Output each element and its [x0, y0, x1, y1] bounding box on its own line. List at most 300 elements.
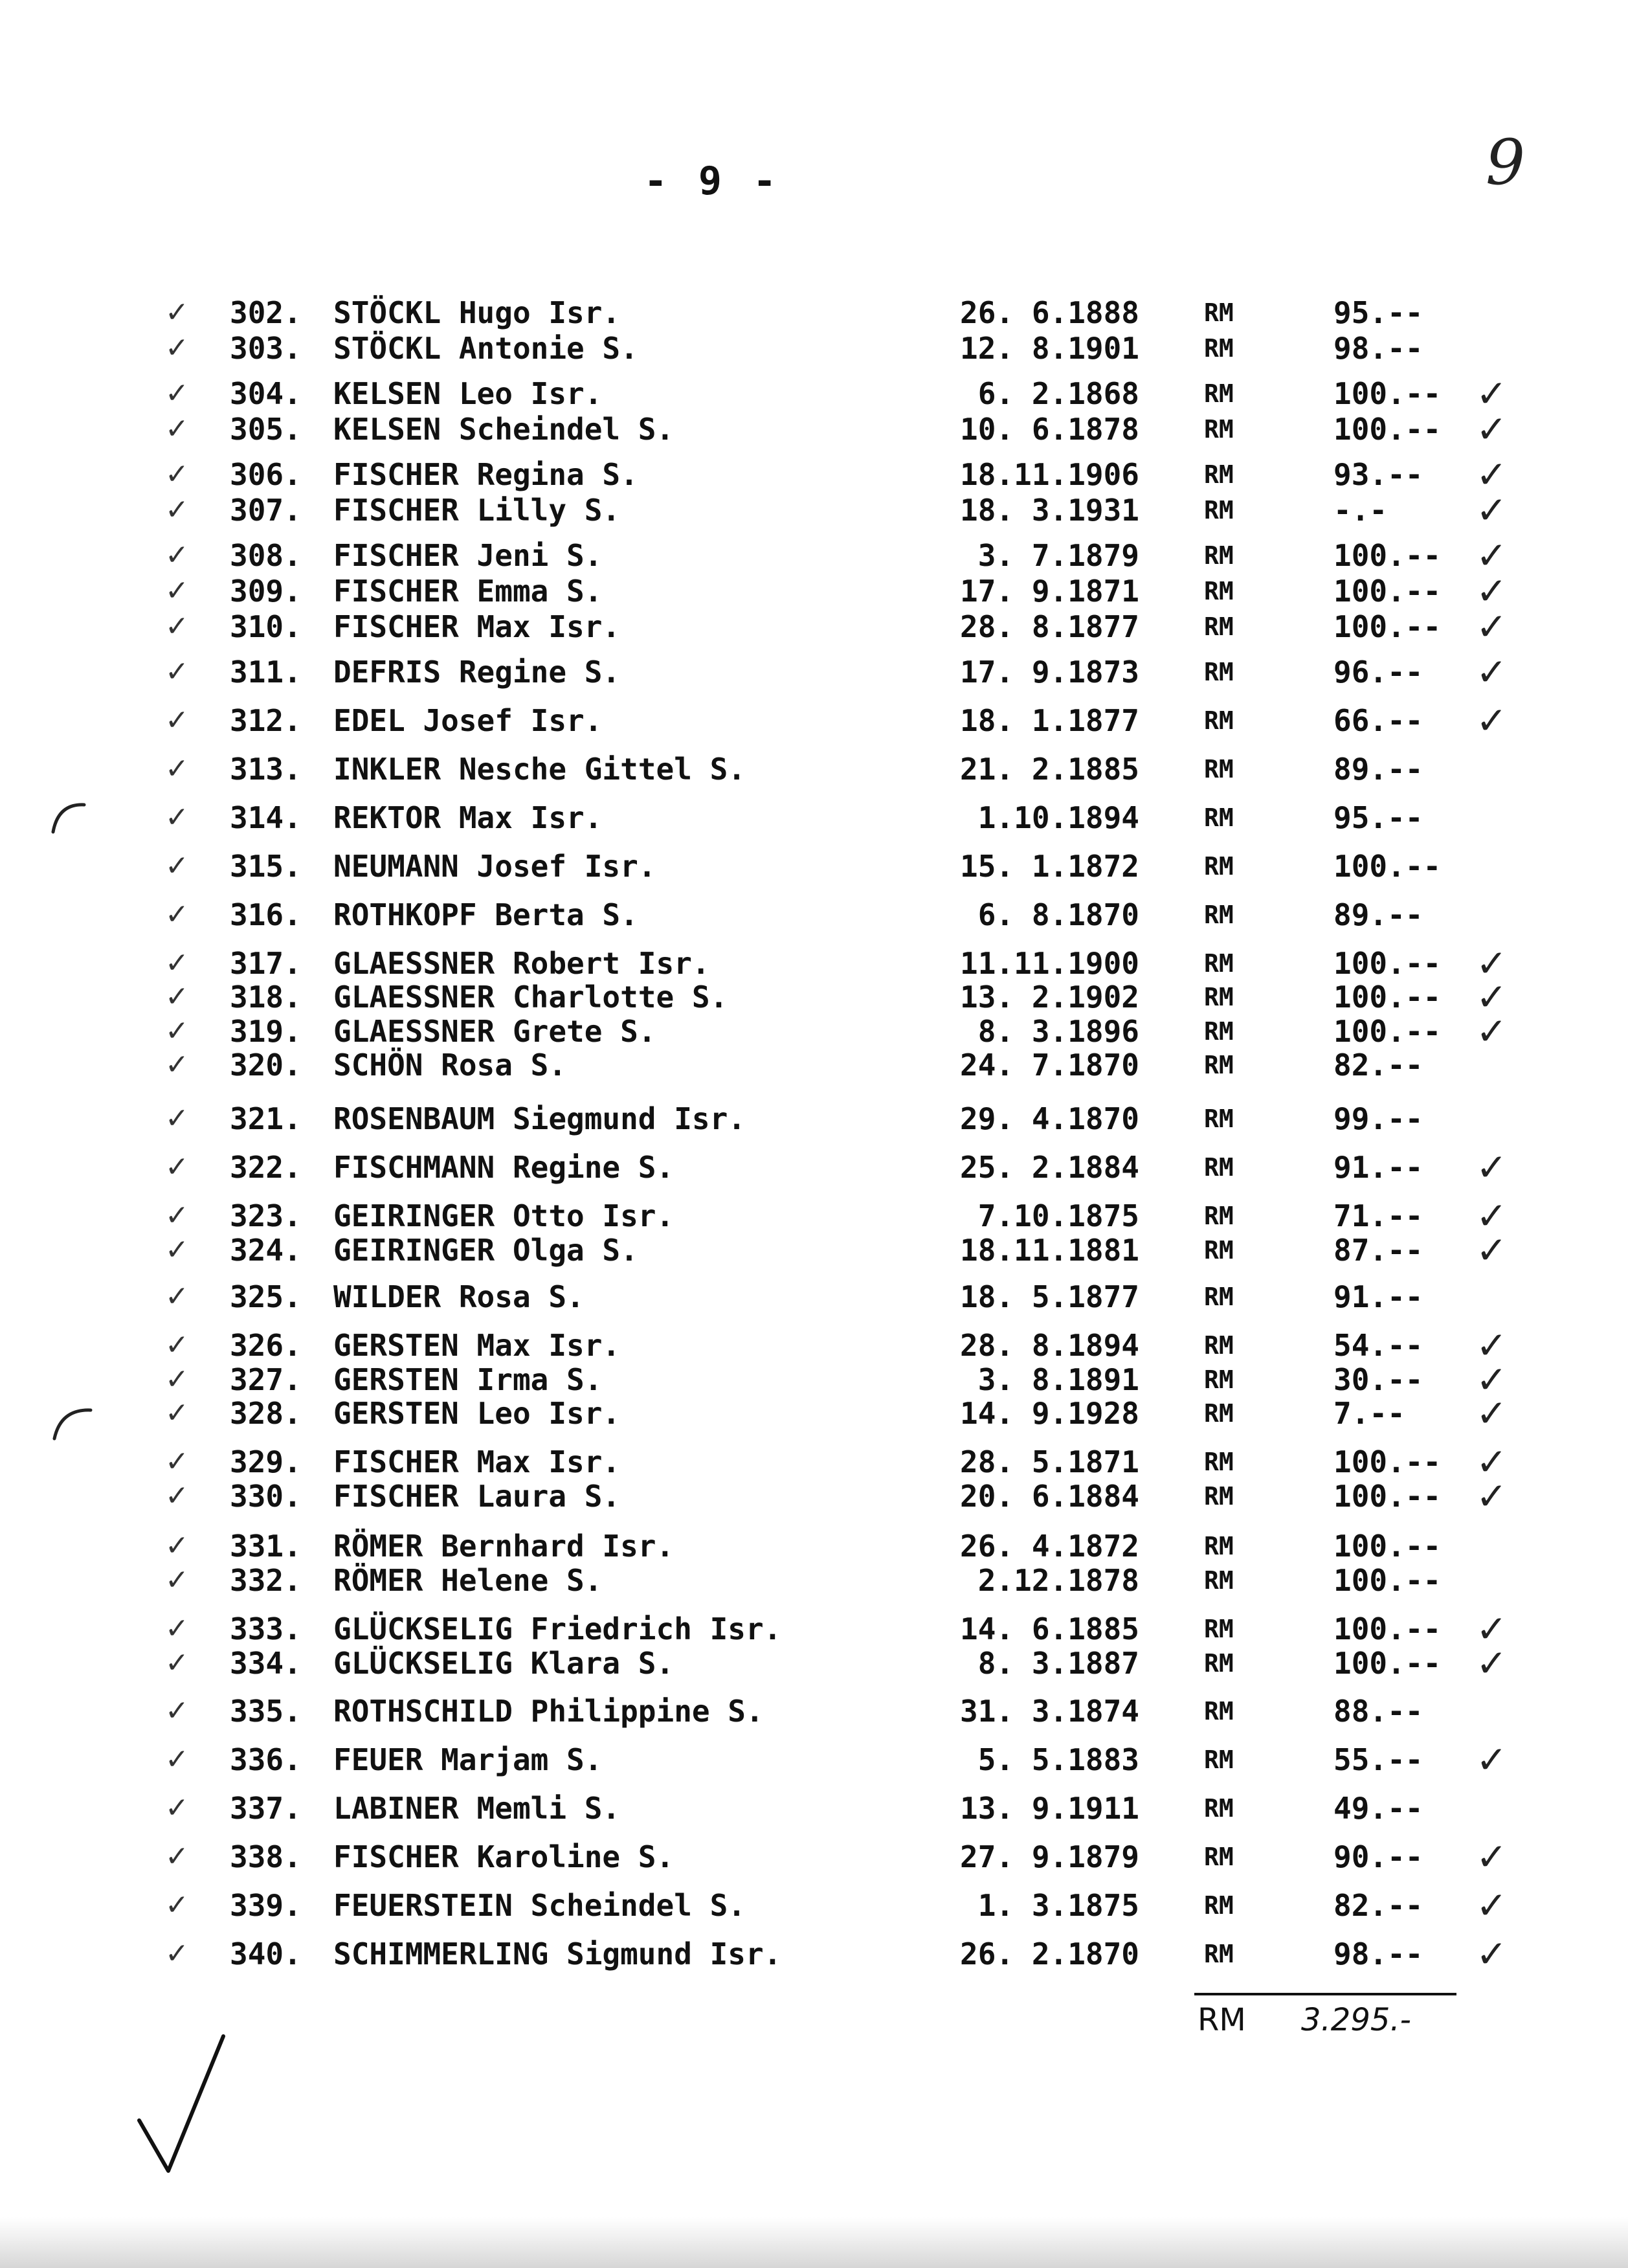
currency: RM — [1204, 1153, 1234, 1182]
amount: 100.-- — [1333, 1563, 1442, 1598]
left-margin-checkmark-icon: ✓ — [165, 412, 189, 445]
amount: 82.-- — [1333, 1888, 1423, 1923]
checkmark-icon: ✓ — [1476, 453, 1508, 497]
checkmark-icon — [1476, 1279, 1534, 1315]
currency: RM — [1204, 852, 1234, 881]
birth-date: 21. 2.1885 — [960, 752, 1139, 787]
list-item — [0, 1932, 1628, 1976]
person-name: REKTOR Max Isr. — [333, 800, 603, 835]
amount: 98.-- — [1333, 331, 1423, 366]
currency: RM — [1204, 577, 1234, 605]
person-name: FISCHER Emma S. — [333, 574, 603, 609]
birth-date: 28. 8.1894 — [960, 1328, 1139, 1363]
amount: 71.-- — [1333, 1198, 1423, 1233]
left-margin-checkmark-icon: ✓ — [165, 1445, 189, 1478]
list-item — [0, 1440, 1628, 1484]
left-margin-checkmark-icon: ✓ — [165, 458, 189, 491]
birth-date: 6. 8.1870 — [977, 897, 1139, 932]
checkmark-icon: ✓ — [1476, 1835, 1508, 1879]
entry-number: 324. — [230, 1233, 302, 1268]
list-item — [0, 1009, 1628, 1053]
amount: 82.-- — [1333, 1048, 1423, 1083]
amount: 100.-- — [1333, 609, 1442, 644]
amount: 95.-- — [1333, 800, 1423, 835]
person-name: RÖMER Helene S. — [333, 1563, 603, 1598]
amount: 100.-- — [1333, 1646, 1442, 1681]
list-item — [0, 1790, 1628, 1826]
currency: RM — [1204, 496, 1234, 524]
amount: 100.-- — [1333, 1479, 1442, 1514]
entry-number: 323. — [230, 1198, 302, 1233]
person-name: STÖCKL Hugo Isr. — [333, 295, 621, 330]
person-name: SCHÖN Rosa S. — [333, 1048, 567, 1083]
checkmark-icon: ✓ — [1476, 569, 1508, 613]
person-name: GERSTEN Max Isr. — [333, 1328, 621, 1363]
birth-date: 17. 9.1871 — [960, 574, 1139, 609]
currency: RM — [1204, 1105, 1234, 1133]
checkmark-icon — [1476, 330, 1534, 366]
checkmark-icon — [1476, 1790, 1534, 1826]
currency: RM — [1204, 460, 1234, 489]
list-item — [0, 1194, 1628, 1238]
checkmark-icon: ✓ — [1476, 605, 1508, 649]
left-margin-checkmark-icon: ✓ — [165, 1102, 189, 1135]
person-name: DEFRIS Regine S. — [333, 655, 621, 690]
entry-number: 304. — [230, 376, 302, 411]
amount: 100.-- — [1333, 538, 1442, 573]
currency: RM — [1204, 415, 1234, 443]
left-margin-checkmark-icon: ✓ — [165, 1280, 189, 1313]
person-name: LABINER Memli S. — [333, 1791, 621, 1826]
birth-date: 12. 8.1901 — [960, 331, 1139, 366]
list-item — [0, 650, 1628, 694]
person-name: WILDER Rosa S. — [333, 1279, 585, 1314]
left-margin-checkmark-icon: ✓ — [165, 377, 189, 410]
entry-number: 315. — [230, 849, 302, 884]
amount: 100.-- — [1333, 1611, 1442, 1646]
amount: 91.-- — [1333, 1150, 1423, 1185]
currency: RM — [1204, 1697, 1234, 1725]
left-margin-checkmark-icon: ✓ — [165, 849, 189, 882]
total-rule — [1194, 1993, 1456, 1995]
list-item — [0, 1145, 1628, 1189]
birth-date: 10. 6.1878 — [960, 412, 1139, 447]
entry-number: 332. — [230, 1563, 302, 1598]
birth-date: 1. 3.1875 — [977, 1888, 1139, 1923]
amount: 7.-- — [1333, 1396, 1405, 1431]
entry-number: 313. — [230, 752, 302, 787]
list-item — [0, 1641, 1628, 1685]
amount: 100.-- — [1333, 1444, 1442, 1479]
left-margin-checkmark-icon: ✓ — [165, 1564, 189, 1597]
entry-number: 317. — [230, 946, 302, 981]
list-item — [0, 1562, 1628, 1599]
left-margin-checkmark-icon: ✓ — [165, 539, 189, 572]
entry-number: 327. — [230, 1362, 302, 1397]
checkmark-icon: ✓ — [1476, 1323, 1508, 1367]
left-margin-checkmark-icon: ✓ — [165, 801, 189, 834]
birth-date: 20. 6.1884 — [960, 1479, 1139, 1514]
currency: RM — [1204, 1365, 1234, 1394]
list-item — [0, 1391, 1628, 1435]
person-name: FEUERSTEIN Scheindel S. — [333, 1888, 746, 1923]
left-margin-checkmark-icon: ✓ — [165, 1151, 189, 1184]
birth-date: 28. 5.1871 — [960, 1444, 1139, 1479]
entry-number: 329. — [230, 1444, 302, 1479]
checkmark-icon — [1476, 897, 1534, 933]
person-name: FISCHER Karoline S. — [333, 1839, 675, 1874]
checkmark-icon — [1476, 1101, 1534, 1137]
checkmark-icon: ✓ — [1476, 1358, 1508, 1402]
checkmark-icon: ✓ — [1476, 1228, 1508, 1272]
birth-date: 24. 7.1870 — [960, 1048, 1139, 1083]
birth-date: 6. 2.1868 — [977, 376, 1139, 411]
left-margin-checkmark-icon: ✓ — [165, 574, 189, 607]
list-item — [0, 1358, 1628, 1402]
entry-number: 303. — [230, 331, 302, 366]
amount: 100.-- — [1333, 849, 1442, 884]
left-margin-checkmark-icon: ✓ — [165, 898, 189, 931]
person-name: ROTHSCHILD Philippine S. — [333, 1694, 764, 1729]
entry-number: 305. — [230, 412, 302, 447]
entry-number: 314. — [230, 800, 302, 835]
left-margin-checkmark-icon: ✓ — [165, 296, 189, 329]
left-margin-checkmark-icon: ✓ — [165, 331, 189, 365]
checkmark-icon — [1476, 1562, 1534, 1599]
birth-date: 18. 5.1877 — [960, 1279, 1139, 1314]
currency: RM — [1204, 1532, 1234, 1560]
checkmark-icon: ✓ — [1476, 1607, 1508, 1651]
left-margin-checkmark-icon: ✓ — [165, 1791, 189, 1825]
left-margin-checkmark-icon: ✓ — [165, 1048, 189, 1081]
birth-date: 14. 6.1885 — [960, 1611, 1139, 1646]
list-item — [0, 330, 1628, 366]
entry-number: 333. — [230, 1611, 302, 1646]
entry-number: 336. — [230, 1742, 302, 1777]
left-margin-checkmark-icon: ✓ — [165, 1612, 189, 1645]
checkmark-icon: ✓ — [1476, 975, 1508, 1019]
list-item — [0, 1607, 1628, 1651]
birth-date: 8. 3.1887 — [977, 1646, 1139, 1681]
person-name: GERSTEN Leo Isr. — [333, 1396, 621, 1431]
currency: RM — [1204, 1283, 1234, 1311]
left-margin-checkmark-icon: ✓ — [165, 1646, 189, 1679]
birth-date: 11.11.1900 — [960, 946, 1139, 981]
person-name: KELSEN Scheindel S. — [333, 412, 675, 447]
currency: RM — [1204, 1399, 1234, 1428]
birth-date: 26. 2.1870 — [960, 1937, 1139, 1971]
list-item — [0, 533, 1628, 578]
entry-number: 331. — [230, 1529, 302, 1564]
birth-date: 26. 6.1888 — [960, 295, 1139, 330]
amount: 100.-- — [1333, 1529, 1442, 1564]
checkmark-icon: ✓ — [1476, 1883, 1508, 1927]
birth-date: 3. 8.1891 — [977, 1362, 1139, 1397]
entry-number: 319. — [230, 1014, 302, 1049]
currency: RM — [1204, 298, 1234, 327]
checkmark-icon: ✓ — [1476, 488, 1508, 532]
birth-date: 2.12.1878 — [977, 1563, 1139, 1598]
checkmark-icon: ✓ — [1476, 1738, 1508, 1782]
birth-date: 18.11.1881 — [960, 1233, 1139, 1268]
list-item — [0, 1528, 1628, 1564]
list-item — [0, 1883, 1628, 1927]
entry-number: 302. — [230, 295, 302, 330]
currency: RM — [1204, 755, 1234, 783]
list-item — [0, 1101, 1628, 1137]
list-item — [0, 1047, 1628, 1083]
amount: 88.-- — [1333, 1694, 1423, 1729]
left-margin-checkmark-icon: ✓ — [165, 1694, 189, 1727]
checkmark-icon: ✓ — [1476, 1391, 1508, 1435]
checkmark-icon — [1476, 1693, 1534, 1729]
left-margin-checkmark-icon: ✓ — [165, 1529, 189, 1562]
list-item — [0, 372, 1628, 416]
entry-number: 325. — [230, 1279, 302, 1314]
person-name: FEUER Marjam S. — [333, 1742, 603, 1777]
entry-number: 337. — [230, 1791, 302, 1826]
entry-number: 326. — [230, 1328, 302, 1363]
birth-date: 29. 4.1870 — [960, 1101, 1139, 1136]
currency: RM — [1204, 1566, 1234, 1595]
person-name: FISCHER Max Isr. — [333, 609, 621, 644]
list-item — [0, 1835, 1628, 1879]
list-item — [0, 1474, 1628, 1518]
handwritten-page-number: 9 — [1486, 126, 1526, 199]
currency: RM — [1204, 1649, 1234, 1678]
amount: 100.-- — [1333, 980, 1442, 1015]
left-margin-checkmark-icon: ✓ — [165, 1889, 189, 1922]
person-name: GLAESSNER Grete S. — [333, 1014, 656, 1049]
person-name: KELSEN Leo Isr. — [333, 376, 603, 411]
entry-number: 311. — [230, 655, 302, 690]
left-margin-checkmark-icon: ✓ — [165, 1015, 189, 1048]
checkmark-icon — [1476, 848, 1534, 884]
person-name: FISCHER Jeni S. — [333, 538, 603, 573]
person-name: RÖMER Bernhard Isr. — [333, 1529, 675, 1564]
amount: 100.-- — [1333, 376, 1442, 411]
currency: RM — [1204, 901, 1234, 929]
currency: RM — [1204, 1794, 1234, 1823]
checkmark-icon: ✓ — [1476, 941, 1508, 985]
person-name: EDEL Josef Isr. — [333, 703, 603, 738]
person-name: INKLER Nesche Gittel S. — [333, 752, 746, 787]
list-item — [0, 1693, 1628, 1729]
birth-date: 15. 1.1872 — [960, 849, 1139, 884]
left-margin-checkmark-icon: ✓ — [165, 947, 189, 980]
left-margin-checkmark-icon: ✓ — [165, 1937, 189, 1970]
amount: 95.-- — [1333, 295, 1423, 330]
amount: 100.-- — [1333, 574, 1442, 609]
currency: RM — [1204, 949, 1234, 978]
checkmark-icon: ✓ — [1476, 1474, 1508, 1518]
left-margin-checkmark-icon: ✓ — [165, 980, 189, 1013]
checkmark-icon — [1476, 1047, 1534, 1083]
left-margin-checkmark-icon: ✓ — [165, 655, 189, 688]
person-name: GLÜCKSELIG Friedrich Isr. — [333, 1611, 782, 1646]
checkmark-icon: ✓ — [1476, 1194, 1508, 1238]
currency: RM — [1204, 1202, 1234, 1230]
hole-punch-mark-icon — [45, 1405, 97, 1444]
entry-number: 328. — [230, 1396, 302, 1431]
entry-number: 309. — [230, 574, 302, 609]
checkmark-icon: ✓ — [1476, 1641, 1508, 1685]
birth-date: 18. 1.1877 — [960, 703, 1139, 738]
large-checkmark-icon — [133, 2030, 230, 2179]
currency: RM — [1204, 1891, 1234, 1920]
birth-date: 13. 9.1911 — [960, 1791, 1139, 1826]
list-item — [0, 407, 1628, 451]
list-item — [0, 699, 1628, 743]
checkmark-icon: ✓ — [1476, 533, 1508, 578]
person-name: GLÜCKSELIG Klara S. — [333, 1646, 675, 1681]
entry-number: 318. — [230, 980, 302, 1015]
currency: RM — [1204, 1236, 1234, 1264]
hole-punch-mark-icon — [45, 800, 91, 838]
birth-date: 25. 2.1884 — [960, 1150, 1139, 1185]
entry-number: 322. — [230, 1150, 302, 1185]
amount: 49.-- — [1333, 1791, 1423, 1826]
amount: 30.-- — [1333, 1362, 1423, 1397]
person-name: STÖCKL Antonie S. — [333, 331, 638, 366]
entry-number: 306. — [230, 457, 302, 492]
checkmark-icon — [1476, 800, 1534, 836]
amount: 91.-- — [1333, 1279, 1423, 1314]
page-number: - 9 - — [643, 159, 781, 204]
list-item — [0, 800, 1628, 836]
amount: 89.-- — [1333, 897, 1423, 932]
list-item — [0, 1228, 1628, 1272]
amount: 99.-- — [1333, 1101, 1423, 1136]
checkmark-icon: ✓ — [1476, 650, 1508, 694]
person-name: GEIRINGER Otto Isr. — [333, 1198, 675, 1233]
amount: 90.-- — [1333, 1839, 1423, 1874]
person-name: GLAESSNER Charlotte S. — [333, 980, 728, 1015]
birth-date: 18.11.1906 — [960, 457, 1139, 492]
amount: -.- — [1333, 493, 1388, 528]
left-margin-checkmark-icon: ✓ — [165, 1363, 189, 1396]
person-name: FISCHER Laura S. — [333, 1479, 621, 1514]
checkmark-icon: ✓ — [1476, 1932, 1508, 1976]
list-item — [0, 1279, 1628, 1315]
amount: 100.-- — [1333, 412, 1442, 447]
entry-number: 307. — [230, 493, 302, 528]
entry-number: 312. — [230, 703, 302, 738]
entry-number: 320. — [230, 1048, 302, 1083]
entry-number: 339. — [230, 1888, 302, 1923]
list-item — [0, 569, 1628, 613]
checkmark-icon: ✓ — [1476, 699, 1508, 743]
entry-number: 316. — [230, 897, 302, 932]
total-currency: RM — [1198, 2002, 1246, 2038]
currency: RM — [1204, 334, 1234, 363]
amount: 100.-- — [1333, 1014, 1442, 1049]
entry-number: 330. — [230, 1479, 302, 1514]
currency: RM — [1204, 612, 1234, 641]
amount: 55.-- — [1333, 1742, 1423, 1777]
entry-number: 335. — [230, 1694, 302, 1729]
total-amount: 3.295.- — [1301, 2002, 1411, 2038]
left-margin-checkmark-icon: ✓ — [165, 493, 189, 526]
checkmark-icon — [1476, 751, 1534, 787]
currency: RM — [1204, 1615, 1234, 1643]
currency: RM — [1204, 658, 1234, 686]
amount: 96.-- — [1333, 655, 1423, 690]
entry-number: 334. — [230, 1646, 302, 1681]
list-item — [0, 941, 1628, 985]
checkmark-icon: ✓ — [1476, 1009, 1508, 1053]
currency: RM — [1204, 379, 1234, 408]
amount: 93.-- — [1333, 457, 1423, 492]
amount: 54.-- — [1333, 1328, 1423, 1363]
checkmark-icon: ✓ — [1476, 1440, 1508, 1484]
birth-date: 28. 8.1877 — [960, 609, 1139, 644]
amount: 89.-- — [1333, 752, 1423, 787]
entry-number: 310. — [230, 609, 302, 644]
entry-number: 340. — [230, 1937, 302, 1971]
person-name: FISCHER Lilly S. — [333, 493, 621, 528]
left-margin-checkmark-icon: ✓ — [165, 610, 189, 643]
person-name: FISCHMANN Regine S. — [333, 1150, 675, 1185]
left-margin-checkmark-icon: ✓ — [165, 1397, 189, 1430]
birth-date: 17. 9.1873 — [960, 655, 1139, 690]
currency: RM — [1204, 1331, 1234, 1360]
birth-date: 1.10.1894 — [977, 800, 1139, 835]
list-item — [0, 1323, 1628, 1367]
currency: RM — [1204, 1746, 1234, 1774]
currency: RM — [1204, 803, 1234, 832]
birth-date: 26. 4.1872 — [960, 1529, 1139, 1564]
person-name: ROSENBAUM Siegmund Isr. — [333, 1101, 746, 1136]
currency: RM — [1204, 1017, 1234, 1046]
person-name: NEUMANN Josef Isr. — [333, 849, 656, 884]
left-margin-checkmark-icon: ✓ — [165, 1329, 189, 1362]
birth-date: 31. 3.1874 — [960, 1694, 1139, 1729]
currency: RM — [1204, 1482, 1234, 1510]
list-item — [0, 453, 1628, 497]
left-margin-checkmark-icon: ✓ — [165, 1199, 189, 1232]
birth-date: 7.10.1875 — [977, 1198, 1139, 1233]
birth-date: 3. 7.1879 — [977, 538, 1139, 573]
left-margin-checkmark-icon: ✓ — [165, 1233, 189, 1266]
left-margin-checkmark-icon: ✓ — [165, 704, 189, 737]
left-margin-checkmark-icon: ✓ — [165, 752, 189, 785]
birth-date: 27. 9.1879 — [960, 1839, 1139, 1874]
list-item — [0, 975, 1628, 1019]
entry-number: 321. — [230, 1101, 302, 1136]
checkmark-icon: ✓ — [1476, 372, 1508, 416]
checkmark-icon — [1476, 1528, 1534, 1564]
person-name: GLAESSNER Robert Isr. — [333, 946, 710, 981]
list-item — [0, 1738, 1628, 1782]
currency: RM — [1204, 1940, 1234, 1968]
birth-date: 8. 3.1896 — [977, 1014, 1139, 1049]
person-name: FISCHER Max Isr. — [333, 1444, 621, 1479]
list-item — [0, 848, 1628, 884]
list-item — [0, 295, 1628, 331]
amount: 87.-- — [1333, 1233, 1423, 1268]
list-item — [0, 751, 1628, 787]
entry-number: 308. — [230, 538, 302, 573]
person-name: SCHIMMERLING Sigmund Isr. — [333, 1937, 782, 1971]
amount: 98.-- — [1333, 1937, 1423, 1971]
birth-date: 18. 3.1931 — [960, 493, 1139, 528]
currency: RM — [1204, 1843, 1234, 1871]
currency: RM — [1204, 1051, 1234, 1079]
amount: 66.-- — [1333, 703, 1423, 738]
list-item — [0, 488, 1628, 532]
person-name: GEIRINGER Olga S. — [333, 1233, 638, 1268]
